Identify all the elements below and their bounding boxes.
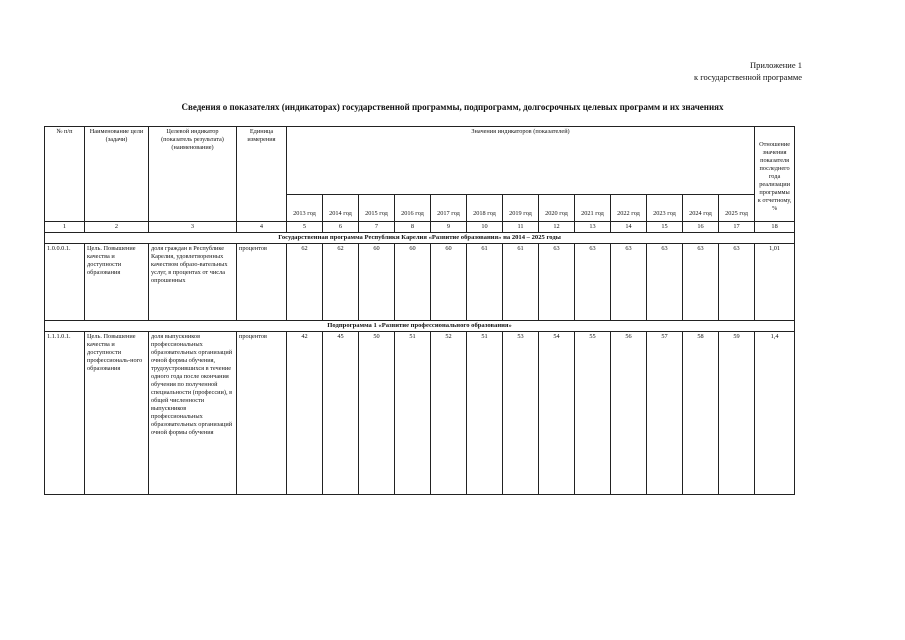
col-num: 17 <box>719 222 755 233</box>
row-value: 52 <box>431 332 467 495</box>
year-2015: 2015 год <box>359 195 395 222</box>
table-row <box>45 244 795 321</box>
row-value: 58 <box>683 332 719 495</box>
row-value: 60 <box>431 244 467 321</box>
year-2021: 2021 год <box>575 195 611 222</box>
row-value: 59 <box>719 332 755 495</box>
col-num: 8 <box>395 222 431 233</box>
column-number-row <box>45 222 795 233</box>
row-unit: процентов <box>237 332 287 495</box>
row-value: 63 <box>719 244 755 321</box>
annex-line-1: Приложение 1 <box>750 60 802 70</box>
header-goal: Наименование цели (задачи) <box>85 127 149 222</box>
row-code: 1.1.1.0.1. <box>45 332 85 495</box>
col-num: 15 <box>647 222 683 233</box>
row-value: 63 <box>611 244 647 321</box>
row-indicator: доля граждан в Республике Карелия, удовлетворенных качеством образо-вательных услуг, в процентах от числа опрошенных <box>149 244 237 321</box>
year-2016: 2016 год <box>395 195 431 222</box>
row-value: 53 <box>503 332 539 495</box>
col-num: 9 <box>431 222 467 233</box>
annex-note <box>694 59 802 83</box>
row-value: 63 <box>539 244 575 321</box>
col-num: 10 <box>467 222 503 233</box>
col-num: 4 <box>237 222 287 233</box>
header-unit: Единица измерения <box>237 127 287 222</box>
col-num: 16 <box>683 222 719 233</box>
row-code: 1.0.0.0.1. <box>45 244 85 321</box>
year-2024: 2024 год <box>683 195 719 222</box>
row-value: 60 <box>359 244 395 321</box>
row-value: 54 <box>539 332 575 495</box>
section-title-row <box>45 321 795 332</box>
header-num: № п/п <box>45 127 85 222</box>
year-2019: 2019 год <box>503 195 539 222</box>
header-row-1 <box>45 127 795 195</box>
row-value: 61 <box>467 244 503 321</box>
row-value: 63 <box>683 244 719 321</box>
row-value: 63 <box>575 244 611 321</box>
row-value: 50 <box>359 332 395 495</box>
col-num: 14 <box>611 222 647 233</box>
row-goal: Цель. Повышение качества и доступности профессиональ-ного образования <box>85 332 149 495</box>
header-indicator: Целевой индикатор (показатель результата) (наименование) <box>149 127 237 222</box>
row-value: 56 <box>611 332 647 495</box>
header-values: Значения индикаторов (показателей) <box>287 127 755 195</box>
header-ratio: Отношение значения показателя последнего года реализации программы к отчетному, % <box>755 127 795 222</box>
year-2022: 2022 год <box>611 195 647 222</box>
section-title: Государственная программа Республики Карелия «Развитие образования» на 2014 – 2025 годы <box>45 233 795 244</box>
section-title: Подпрограмма 1 «Развитие профессионального образования» <box>45 321 795 332</box>
row-value: 45 <box>323 332 359 495</box>
row-value: 51 <box>395 332 431 495</box>
year-2023: 2023 год <box>647 195 683 222</box>
annex-line-2: к государственной программе <box>693 72 802 82</box>
row-value: 63 <box>647 244 683 321</box>
row-unit: процентов <box>237 244 287 321</box>
year-2013: 2013 год <box>287 195 323 222</box>
row-value: 51 <box>467 332 503 495</box>
year-2014: 2014 год <box>323 195 359 222</box>
section-title-row <box>45 233 795 244</box>
year-2025: 2025 год <box>719 195 755 222</box>
row-value: 42 <box>287 332 323 495</box>
row-value: 61 <box>503 244 539 321</box>
col-num: 13 <box>575 222 611 233</box>
col-num: 3 <box>149 222 237 233</box>
row-goal: Цель. Повышение качества и доступности образования <box>85 244 149 321</box>
row-value: 55 <box>575 332 611 495</box>
document-title: Сведения о показателях (индикаторах) государственной программы, подпрограмм, долгосрочных целевых программ и их значениях <box>181 102 724 112</box>
indicators-table <box>44 126 795 495</box>
row-value: 62 <box>323 244 359 321</box>
row-ratio: 1,4 <box>755 332 795 495</box>
col-num: 7 <box>359 222 395 233</box>
year-2020: 2020 год <box>539 195 575 222</box>
col-num: 12 <box>539 222 575 233</box>
year-2017: 2017 год <box>431 195 467 222</box>
row-indicator: доля выпускников профессиональных образовательных организаций очной формы обучения, трудоустроившихся в течение одного года после окончания обучения по полученной специальности (профессии), в общей численности выпускников профессиональных образовательных организаций очной формы обучения <box>149 332 237 495</box>
col-num: 5 <box>287 222 323 233</box>
col-num: 11 <box>503 222 539 233</box>
year-2018: 2018 год <box>467 195 503 222</box>
row-value: 62 <box>287 244 323 321</box>
row-value: 57 <box>647 332 683 495</box>
row-ratio: 1,01 <box>755 244 795 321</box>
col-num: 18 <box>755 222 795 233</box>
col-num: 1 <box>45 222 85 233</box>
col-num: 2 <box>85 222 149 233</box>
table-row <box>45 332 795 495</box>
row-value: 60 <box>395 244 431 321</box>
col-num: 6 <box>323 222 359 233</box>
